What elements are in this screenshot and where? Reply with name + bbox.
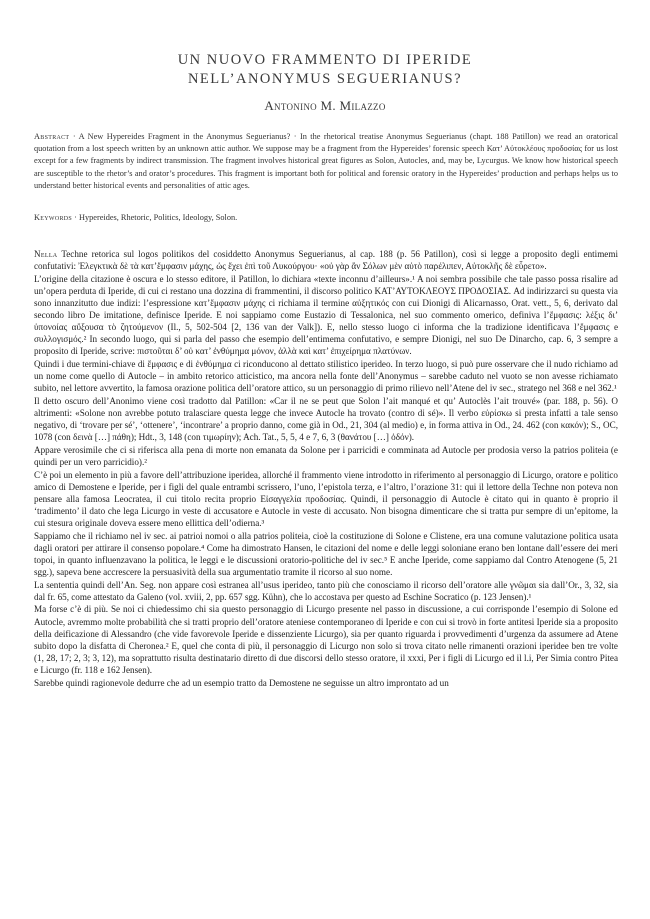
- keywords-label: Keywords: [34, 213, 73, 222]
- keywords: [34, 212, 618, 224]
- body-paragraph: Sappiamo che il richiamo nel iv sec. ai patrioi nomoi o alla patrios politeia, cioè la costituzione di Solone e Clistene, era una comune valutazione politica usata dagli oratori per attirare il consenso popolare.⁴ Come ha dimostrato Hansen, le citazioni del nome e delle leggi soloniane erano ben lontane dall’essere dei meri topoi, in quanto influenzavano la politica, le leggi e le discussioni oratorio-politiche del iv sec.⁵ E anche Iperide, come sappiamo dal Contro Atenogene (5, 21 sgg.), sapeva bene accrescere la persuasività della sua argumentatio tramite il ricorso al suo nome.: [34, 530, 618, 577]
- article-title-line-2: NELL’ANONYMUS SEGUERIANUS?: [187, 71, 463, 87]
- article-title-line-1: UN NUOVO FRAMMENTO DI IPERIDE: [177, 52, 473, 68]
- abstract-text: · A New Hypereides Fragment in the Anonymus Seguerianus? · In the rhetorical treatise Anonymus Seguerianus (chapt. 188 Patillon) we read an oratorical quotation from a lost speech written by an unknown attic author. We suppose may be a fragment from the Hypereides’ forensic speech Κατ’ Αὐτοκλέους προδοσίας for us lost except for a few fragments by indirect transmission. The fragment involves historical great figures as Solon, Autocles, and, may be, Lycurgus. We know how historical speech are susceptible to the rhetor’s and orator’s procedures. This fragment is important both for political and forensic oratory in the Hypereides’ production and perhaps helps us to understand better historical events and personalities of attic ages.: [34, 132, 618, 190]
- body-paragraph: Il detto oscuro dell’Anonimo viene così tradotto dal Patillon: «Car il ne se peut que Solon l’ait manqué et qu’ Autoclès l’ait trouvé» (par. 188, p. 56). O altrimenti: «Solone non avrebbe potuto tralasciare questa legge che invece Autocle ha trovato (contro di sé)». Il verbo εὑρίσκω si presta infatti a tale senso negativo, di ‘trovare per sé’, ‘ottenere’, ‘incontrare’ a proprio danno, come già in Od., 21, 304 (al medio) e, in forma attiva in Od., 24. 462 (con κακόν); S., OC, 1078 (con δεινὰ […] πάθη); Hdt., 3, 148 (con τιμωρίην); Ach. Tat., 5, 5, 4 e 7, 6, 3 (θανάτου […] ὁδόν).: [34, 395, 618, 443]
- abstract-label: Abstract: [34, 132, 70, 141]
- lead-in-smallcaps: Nella: [34, 249, 58, 259]
- body-paragraph: Appare verosimile che ci si riferisca alla pena di morte non emanata da Solone per i parricidi e comminata ad Autocle per prodosia verso la patrios politeia (e quindi per un vero parricidio).²: [34, 444, 618, 467]
- body-paragraph: C’è poi un elemento in più a favore dell’attribuzione iperidea, allorché il frammento viene introdotto in riferimento al personaggio di Licurgo, oratore e politico amico di Demostene e Iperide, per i figli del quale entrambi scrissero, l’uno, l’epistola terza, e l’altro, l’orazione 31: qui il lettore della Techne non poteva non pensare alla famosa Leocratea, il cui titolo recita proprio Εἰσαγγελία προδοσίας. Quindi, il personaggio di Autocle è citato qui in quanto è proprio il ‘tradimento’ il dato che lega Licurgo in veste di accusatore e Autocle in veste di accusato. Non bisogna dimenticare che si tratta pur sempre di un’epitome, la cui stesura originale doveva essere meno ellittica dell’odierna.³: [34, 469, 618, 529]
- body-paragraph: Sarebbe quindi ragionevole dedurre che ad un esempio tratto da Demostene ne seguisse un altro improntato ad un: [34, 677, 449, 688]
- article-body: [34, 248, 618, 689]
- abstract: [34, 131, 618, 192]
- body-paragraph: L’origine della citazione è oscura e lo stesso editore, il Patillon, lo dichiara «texte inconnu d’ailleurs».¹ A noi sembra possibile che tale passo possa risalire ad un’opera perduta di Iperide, di cui ci restano una dozzina di frammentini, il discorso politico ΚΑΤ’ΑΥΤΟΚΛΕΟΥΣ ΠΡΟΔΟΣΙΑΣ. Ad indirizzarci su questa via sono innanzitutto due indizi: l’espressione κατ’ἔμφασιν μάχης ci richiama il termine αὐξητικός con cui Dionigi di Alicarnasso, Orat. vett., 5, 6, derivato dal secondo libro De imitatione, definisce Iperide. E noi sappiamo come Eustazio di Tessalonica, nel suo commento omerico, definiva l’ἔμφασις: λέξις δι’ ὑπονοίας αὔξουσα τὸ ζητούμενον (Il., 5, 502-504 [2, 136 van der Valk]). E, nello stesso luogo ci informa che la tradizione identificava l’ἔμφασις e συλλογισμός.² In secondo luogo, qui si parla del passo che esempio dell’entimema confutativo, e sempre Dionigi, nel suo De Dinarcho, cap. 6, 3 sempre a proposito di Iperide, scrive: πιστοῦται δ’ οὐ κατ’ ἐνθύμημα μόνον, ἀλλὰ καὶ κατ’ ἐπιχείρημα πλατύνων.: [34, 273, 618, 357]
- body-paragraph: [34, 248, 618, 272]
- body-paragraph: Ma forse c’è di più. Se noi ci chiedessimo chi sia questo personaggio di Licurgo presente nel passo in discussione, a cui corrisponde l’esempio di Solone ed Autocle, avremmo molte probabilità che si tratti proprio dell’oratore ateniese contemporaneo di Iperide e con cui si trovò in forte antitesi Iperide sia a proposito della deificazione di Alessandro (che vide favorevole Iperide e dissenziente Licurgo), sia per quanto riguarda i provvedimenti d’urgenza da assumere ad Atene subito dopo la disfatta di Cheronea.² E, quel che conta di più, il personaggio di Licurgo non solo si trova citato nelle rimanenti orazioni iperidee ben tre volte (1, 28, 17; 2, 3; 3, 12), ma soprattutto risulta destinatario diretto di due discorsi dello stesso oratore, il xxxi, Per i figli di Licurgo ed il l.i, Per Simia contro Pitea e Licurgo (fr. 118 e 162 Jensen).: [34, 604, 618, 675]
- body-paragraph: La sententia quindi dell’An. Seg. non appare così estranea all’usus iperideo, tanto più che conosciamo il ricorso dell’oratore alle γνῶμαι sia dall’Or., 3, 32, sia dal fr. 65, come attestato da Galeno (vol. xviii, 2, pp. 657 sgg. Kühn), che lo accostava per questo ad Eschine Socratico (p. 123 Jensen).¹: [34, 579, 618, 602]
- body-paragraph: Quindi i due termini-chiave di ἔμφασις e di ἐνθύμημα ci riconducono al dettato stilistico iperideo. In terzo luogo, si può pure osservare che il nudo richiamo ad un nome come quello di Autocle – in ambito retorico atticistico, ma ancora nella fonte dell’Anonymus – sarebbe caduto nel vuoto se non avesse richiamato subito, nel lettore avvertito, la famosa orazione politica dell’oratore attico, su un personaggio di primo rilievo nell’Atene del iv sec., stratego nel 368 e nel 362.¹: [34, 359, 618, 394]
- article-author: Antonino M. Milazzo: [264, 98, 386, 113]
- paragraph-text: Techne retorica sul logos politikos del cosiddetto Anonymus Seguerianus, al cap. 188 (p. 56 Patillon), così si legge a proposito degli entimemi confutativi: Ἐλεγκτικὰ δὲ τὰ κατ’ἔμφασιν μάχης, ὡς ἔχει ἐπὶ τοῦ Λυκούργου· «οὐ γὰρ ἂν Σόλων μὲν αὐτὸ παρέλιπεν, Αὐτοκλῆς δὲ εὗρετο».: [34, 249, 618, 272]
- keywords-text: · Hypereides, Rhetoric, Politics, Ideology, Solon.: [72, 213, 238, 222]
